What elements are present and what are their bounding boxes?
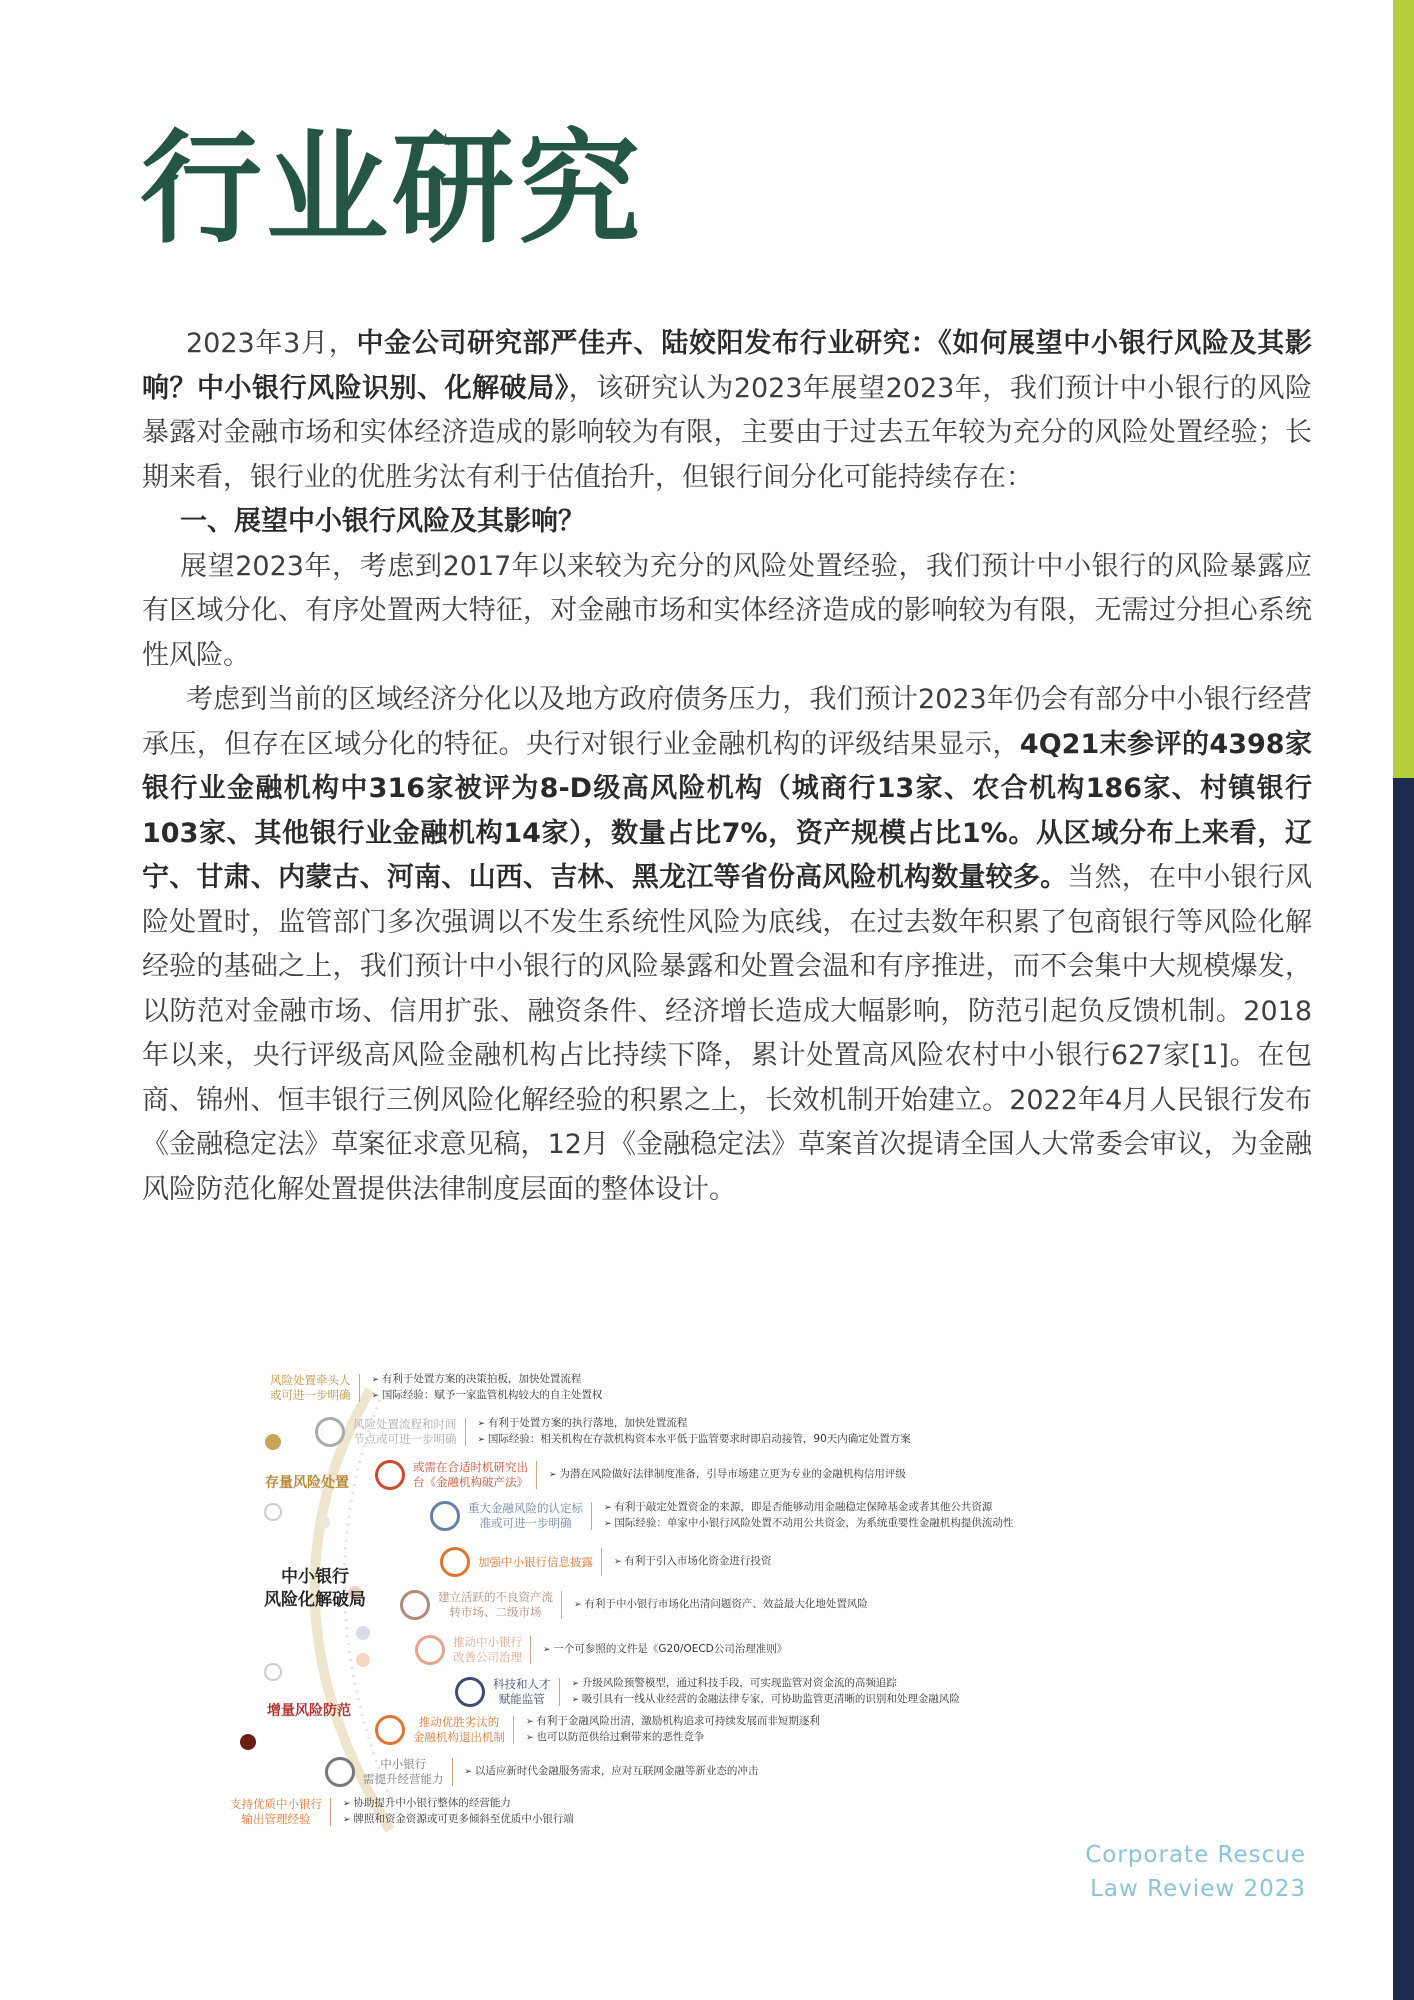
- figure-row-label: 风险处置流程和时间 节点或可进一步明确: [353, 1417, 457, 1446]
- figure-row: [440, 1542, 771, 1582]
- figure-row-bullets: [574, 1597, 868, 1613]
- figure-row: [270, 1368, 602, 1408]
- figure-row-label: 推动优胜劣汰的 金融机构退出机制: [413, 1715, 505, 1744]
- figure-row-bullets: [549, 1467, 906, 1483]
- figure-row-label: 重大金融风险的认定标 准或可进一步明确: [468, 1501, 583, 1530]
- figure-bullet: ➢ 牌照和资金资源或可更多倾斜至优质中小银行端: [343, 1812, 574, 1828]
- figure-row-bullets: [465, 1764, 759, 1780]
- figure-row-separator: [559, 1678, 560, 1706]
- figure-row-bullets: [572, 1676, 960, 1708]
- figure-row-separator: [530, 1636, 531, 1664]
- figure-row: [430, 1496, 1013, 1536]
- figure-row-separator: [561, 1591, 562, 1619]
- group-incremental-risk: 增量风险防范: [267, 1703, 351, 1719]
- paragraph-outlook: 展望2023年，考虑到2017年以来较为充分的风险处置经验，我们预计中小银行的风险暴露应有区域分化、有序处置两大特征，对金融市场和实体经济造成的影响较为有限，无需过分担心系统性风险。: [142, 550, 1312, 671]
- footer-line-2: Law Review 2023: [1090, 1876, 1306, 1902]
- figure-row-label: 推动中小银行 改善公司治理: [453, 1635, 522, 1664]
- figure-row-icon: [375, 1715, 405, 1745]
- figure-row-label: 风险处置牵头人 或可进一步明确: [270, 1373, 351, 1402]
- figure-row-label: 支持优质中小银行 输出管理经验: [230, 1797, 322, 1826]
- figure-row: [455, 1672, 960, 1712]
- figure-row-separator: [513, 1716, 514, 1744]
- figure-bullet: ➢ 有利于敲定处置资金的来源，即是否能够动用金融稳定保障基金或者其他公共资源: [604, 1500, 1013, 1516]
- figure-row-icon: [400, 1590, 430, 1620]
- figure-row-bullets: [343, 1796, 574, 1828]
- dot-beige: [316, 1515, 330, 1529]
- edge-bar-navy: [1393, 778, 1414, 2000]
- figure-row: [315, 1412, 911, 1452]
- figure-row: [230, 1792, 574, 1832]
- figure-row: [375, 1455, 906, 1495]
- figure-bullet: ➢ 国际经验：相关机构在存款机构资本水平低于监管要求时即启动接管，90天内确定处置方案: [478, 1432, 911, 1448]
- figure-row-separator: [359, 1374, 360, 1402]
- figure-row-bullets: [478, 1416, 911, 1448]
- section-heading: 一、展望中小银行风险及其影响？: [180, 506, 585, 537]
- figure-row-icon: [375, 1460, 405, 1490]
- figure-bullet: ➢ 有利于处置方案的执行落地，加快处置流程: [478, 1416, 911, 1432]
- intro-date: 2023年3月，: [186, 328, 357, 359]
- detail-start: 考虑到当前的区域经济分化以及地方政府债务压力，我们预计2023年仍会有部分中小银行经营承压，但存在区域分化的特征。央行对银行业金融机构的评级结果显示，: [142, 684, 1312, 760]
- dot-gold: [265, 1434, 281, 1450]
- figure-row-label: 科技和人才 赋能监管: [493, 1677, 551, 1706]
- figure-row-bullets: [604, 1500, 1013, 1532]
- figure-bullet: ➢ 一个可参照的文件是《G20/OECD公司治理准则》: [543, 1642, 787, 1658]
- figure-bullet: ➢ 也可以防范供给过剩带来的恶性竞争: [526, 1730, 820, 1746]
- figure-row-label: 建立活跃的不良资产流 转市场、二级市场: [438, 1590, 553, 1619]
- figure-bullet: ➢ 有利于引入市场化资金进行投资: [614, 1554, 771, 1570]
- figure-bullet: ➢ 吸引具有一线从业经营的金融法律专家，可协助监管更清晰的识别和处理金融风险: [572, 1692, 960, 1708]
- detail-rest: 当然，在中小银行风险处置时，监管部门多次强调以不发生系统性风险为底线，在过去数年积累了包商银行等风险化解经验的基础之上，我们预计中小银行的风险暴露和处置会温和有序推进，而不会集中大规模爆发，以防范对金融市场、信用扩张、融资条件、经济增长造成大幅影响，防范引起负反馈机制。2018年以来，央行评级高风险金融机构占比持续下降，累计处置高风险农村中小银行627家[1]。在包商、锦州、恒丰银行三例风险化解经验的积累之上，长效机制开始建立。2022年4月人民银行发布《金融稳定法》草案征求意见稿，12月《金融稳定法》草案首次提请全国人大常委会审议，为金融风险防范化解处置提供法律制度层面的整体设计。: [142, 862, 1313, 1205]
- dot-hollow-1: [265, 1504, 281, 1520]
- figure-row-icon: [315, 1417, 345, 1447]
- figure-row-bullets: [526, 1714, 820, 1746]
- figure-row-separator: [465, 1418, 466, 1446]
- dot-lavender: [356, 1626, 370, 1640]
- footer-journal: [1085, 1838, 1306, 1906]
- detail-bold: 4Q21末参评的4398家银行业金融机构中316家被评为8-D级高风险机构（城商行13家、农合机构186家、村镇银行103家、其他银行业金融机构14家），数量占比7%，资产规模占比1%。从区域分布上来看，辽宁、甘肃、内蒙古、河南、山西、吉林、黑龙江等省份高风险机构数量较多。: [142, 728, 1312, 893]
- edge-bar-green: [1393, 0, 1414, 778]
- figure-row-label: 中小银行 需提升经营能力: [363, 1757, 444, 1786]
- figure-row-icon: [415, 1635, 445, 1665]
- figure-row: [325, 1752, 758, 1792]
- figure-row-label: 加强中小银行信息披露: [478, 1554, 593, 1569]
- group-stock-risk: 存量风险处置: [265, 1475, 349, 1491]
- figure-row-separator: [330, 1798, 331, 1826]
- figure-bullet: ➢ 协助提升中小银行整体的经营能力: [343, 1796, 574, 1812]
- figure-bullet: ➢ 以适应新时代金融服务需求，应对互联网金融等新业态的冲击: [465, 1764, 759, 1780]
- figure-bullet: ➢ 有利于中小银行市场化出清问题资产、效益最大化地处置风险: [574, 1597, 868, 1613]
- figure-bullet: ➢ 国际经验：单家中小银行风险处置不动用公共资金，为系统重要性金融机构提供流动性: [604, 1516, 1013, 1532]
- figure-bullet: ➢ 国际经验：赋予一家监管机构较大的自主处置权: [372, 1388, 603, 1404]
- figure-row-separator: [591, 1502, 592, 1530]
- intro-bold: 中金公司研究部严佳卉、陆姣阳发布行业研究：《如何展望中小银行风险及其影响？中小银行风险识别、化解破局》: [142, 328, 1312, 404]
- article-body: [142, 322, 1312, 1212]
- figure-row-bullets: [543, 1642, 787, 1658]
- figure-row-icon: [430, 1501, 460, 1531]
- figure-row-icon: [440, 1547, 470, 1577]
- figure-row-separator: [536, 1461, 537, 1489]
- figure-row: [400, 1585, 868, 1625]
- figure-bullet: ➢ 升级风险预警模型，通过科技手段，可实现监管对资金流的高频追踪: [572, 1676, 960, 1692]
- figure-row-icon: [325, 1757, 355, 1787]
- dot-peach: [356, 1653, 370, 1667]
- figure-row: [375, 1710, 820, 1750]
- figure-bullet: ➢ 有利于金融风险出清，激励机构追求可持续发展而非短期逐利: [526, 1714, 820, 1730]
- figure-bullet: ➢ 为潜在风险做好法律制度准备，引导市场建立更为专业的金融机构信用评级: [549, 1467, 906, 1483]
- figure-bullet: ➢ 有利于处置方案的决策拍板，加快处置流程: [372, 1372, 603, 1388]
- page-title: 行业研究: [140, 118, 644, 260]
- figure-row: [415, 1630, 787, 1670]
- dot-dark-red: [240, 1734, 256, 1750]
- figure-row-separator: [601, 1548, 602, 1576]
- figure-row-bullets: [372, 1372, 603, 1404]
- figure-row-label: 或需在合适时机研究出 台《金融机构破产法》: [413, 1460, 528, 1489]
- intro-rest: ，该研究认为2023年展望2023年，我们预计中小银行的风险暴露对金融市场和实体经济造成的影响较为有限，主要由于过去五年较为充分的风险处置经验；长期来看，银行业的优胜劣汰有利于估值抬升，但银行间分化可能持续存在：: [142, 372, 1312, 493]
- risk-resolution-figure: [230, 1360, 1110, 1840]
- dot-hollow-2: [265, 1664, 281, 1680]
- paragraph-detail: [142, 678, 1312, 1212]
- figure-center-label: 中小银行 风险化解破局: [264, 1567, 366, 1610]
- figure-row-separator: [452, 1758, 453, 1786]
- figure-row-bullets: [614, 1554, 771, 1570]
- figure-row-icon: [455, 1677, 485, 1707]
- footer-line-1: Corporate Rescue: [1085, 1842, 1306, 1868]
- paragraph-intro: [142, 322, 1312, 500]
